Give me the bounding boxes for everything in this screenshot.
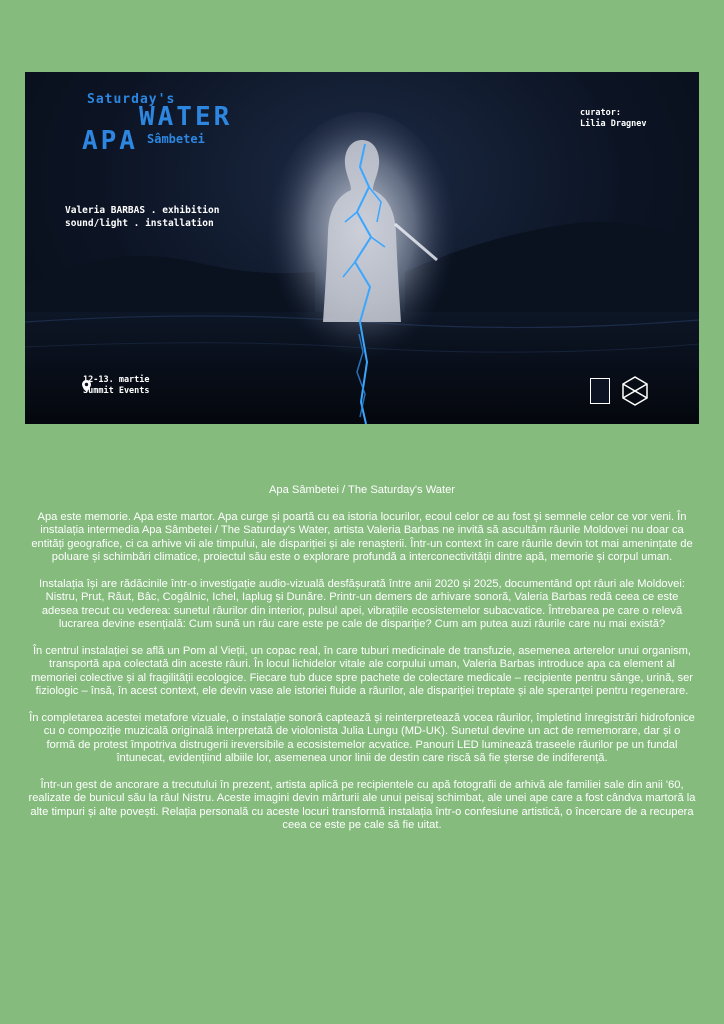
article-paragraph-1: Apa este memorie. Apa este martor. Apa curge și poartă cu ea istoria locurilor, ecoul celor ce au fost și semnele celor ce vor veni. În instalația intermedia Apa Sâmbetei / The Saturday's Water, artista Valeria Barbas ne invită să ascultăm râurile Moldovei nu doar ca entități geografice, ci ca arhive vii ale timpului, ale dispariției și ale renașterii. Într-un context în care râurile devin tot mai amenințate de poluare și schimbări climatice, proiectul său este o explorare profundă a interconectivității dintre apă, memorie și corpul uman. bbox=[31, 510, 693, 564]
poster-curator bbox=[580, 108, 647, 130]
artist-line-1: Valeria BARBAS . exhibition bbox=[65, 205, 220, 216]
poster-title-apa: APA bbox=[82, 126, 138, 156]
poster-title-small: Saturday's bbox=[87, 92, 176, 107]
article-paragraph-2: Instalația își are rădăcinile într-o investigație audio-vizuală desfășurată între anii 2020 și 2025, documentând opt râuri ale Moldovei: Nistru, Prut, Răut, Bâc, Cogâlnic, Ichel, Iaplug și Dunăre. Printr-un demers de arhivare sonoră, Valeria Barbas redă ceea ce este adesea trecut cu vederea: sunetul râurilor din interior, pulsul apei, vibrațiile ecosistemelor subacvatice. Întrebarea pe care o relevă lucrarea devine esențială: Cum sună un râu care este pe cale de dispariție? Cum am putea auzi râurile care nu mai există? bbox=[39, 577, 685, 631]
article-paragraph-5: Într-un gest de ancorare a trecutului în prezent, artista aplică pe recipientele cu apă fotografii de arhivă ale familiei sale din anii '60, realizate de bunicul său la râul Nistru. Aceste imagini devin mărturii ale unui peisaj schimbat, ale unei ape care a fost cândva martoră la alte timpuri și alte povești. Relația personală cu aceste locuri transformă instalația într-o confesiune artistică, o încercare de a recupera ceea ce este pe cale să fie uitat. bbox=[28, 778, 696, 832]
curator-label: curator: bbox=[580, 108, 621, 118]
article-body bbox=[28, 484, 696, 846]
article-title: Apa Sâmbetei / The Saturday's Water bbox=[268, 484, 456, 496]
exhibition-poster bbox=[25, 72, 699, 424]
artist-line-2: sound/light . installation bbox=[65, 218, 214, 229]
article-paragraph-4: În completarea acestei metafore vizuale, o instalație sonoră captează și reinterpretează vocea râurilor, împletind înregistrări hidrofonice cu o compoziție muzicală originală interpretată de violonista Julia Lungu (MD-UK). Sunetul devine un act de rememorare, dar și o formă de protest împotriva distrugerii ireversibile a ecosistemelor acvatice. Panouri LED luminează traseele râurilor pe un fundal întunecat, evidențiind albiile lor, asemenea unor linii de destin care riscă să fie șterse de indiferență. bbox=[29, 711, 695, 765]
article-paragraph-3: În centrul instalației se află un Pom al Vieții, un copac real, în care tuburi medicinale de transfuzie, asemenea arterelor unui organism, transportă apa colectată din aceste râuri. În locul lichidelor vitale ale corpului uman, Valeria Barbas introduce apa ca element al memoriei colective și al fragilității ecologice. Fiecare tub duce spre pachete de colectare medicale – recipiente pentru sânge, urină, ser fiziologic – însă, în acest context, ele devin vase ale istoriei fluide a râurilor, ale dispariției treptate și ale speranței pentru regenerare. bbox=[31, 644, 693, 698]
event-date: 12-13. martie bbox=[83, 375, 150, 385]
hexagon-logo-icon bbox=[622, 376, 648, 406]
curator-name: Lilia Dragnev bbox=[580, 119, 647, 129]
partner-logo-icon bbox=[590, 378, 610, 404]
poster-artist-info bbox=[65, 204, 219, 230]
poster-title-water: WATER bbox=[139, 102, 233, 132]
poster-title-sambetei: Sâmbetei bbox=[147, 132, 205, 146]
event-venue: Summit Events bbox=[83, 386, 150, 396]
poster-event-info bbox=[83, 375, 150, 397]
